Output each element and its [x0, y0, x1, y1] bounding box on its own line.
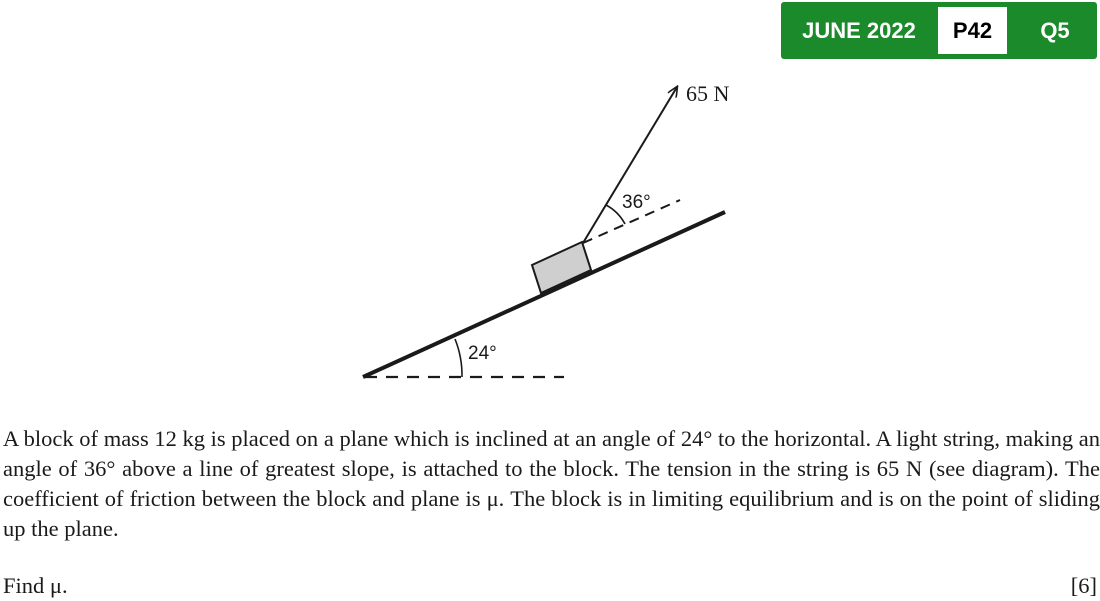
paper-code: P42 [938, 7, 1007, 54]
marks-label: [6] [1070, 573, 1097, 598]
exam-date: JUNE 2022 [802, 18, 916, 43]
question-text [3, 424, 1100, 544]
string-angle-label: 36° [622, 192, 651, 213]
tension-label: 65 N [686, 81, 730, 106]
find-instruction: Find μ. [3, 573, 68, 598]
plane-angle-label: 24° [468, 343, 497, 364]
question-number: Q5 [1040, 18, 1070, 43]
inclined-plane [363, 212, 725, 377]
plane-angle-arc [455, 339, 462, 377]
tension-string [583, 87, 677, 243]
question-paragraph: A block of mass 12 kg is placed on a plane which is inclined at an angle of 24° to the horizontal. A light string, making an angle of 36° above a line of greatest slope, is attached to the block. The tension in the string is 65 N (see diagram). The coefficient of friction between the block and plane is μ. The block is in limiting equilibrium and is on the point of sliding up the plane. [3, 426, 1100, 541]
